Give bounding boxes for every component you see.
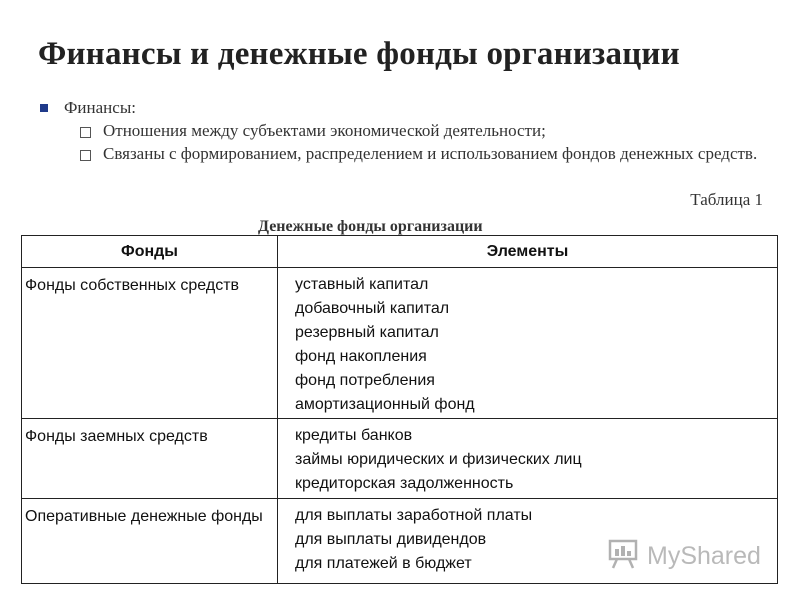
watermark-text: MyShared [647, 542, 761, 570]
bullet-list [40, 98, 770, 164]
presentation-board-icon [607, 537, 641, 576]
table-title: Денежные фонды организации [258, 218, 483, 235]
element-item: резервный капитал [295, 324, 439, 341]
element-item: фонд потребления [295, 372, 435, 389]
bullet-text: Финансы: [64, 98, 136, 117]
element-item: кредиты банков [295, 427, 413, 444]
slide-title: Финансы и денежные фонды организации [38, 36, 680, 72]
table-number: Таблица 1 [690, 190, 763, 209]
header-funds: Фонды [22, 236, 278, 268]
element-item: уставный капитал [295, 276, 429, 293]
fund-name: Оперативные денежные фонды [25, 508, 263, 525]
table-row [22, 419, 778, 499]
element-item: амортизационный фонд [295, 396, 475, 413]
element-item: кредиторская задолженность [295, 475, 514, 492]
sub-bullet [80, 121, 770, 141]
sub-bullet-text: Связаны с формированием, распределением и использованием фондов денежных средств. [103, 144, 758, 163]
sub-bullet-text: Отношения между субъектами экономической деятельности; [103, 121, 546, 140]
elements-cell [278, 268, 778, 419]
fund-name: Фонды заемных средств [25, 428, 208, 445]
table-header-row [22, 236, 778, 268]
square-bullet-icon [40, 104, 48, 112]
funds-table [21, 235, 778, 584]
fund-cell [22, 499, 278, 584]
hollow-square-bullet-icon [80, 150, 91, 161]
element-item: фонд накопления [295, 348, 427, 365]
element-item: для выплаты заработной платы [295, 507, 533, 524]
fund-cell [22, 268, 278, 419]
sub-bullet [80, 144, 770, 164]
watermark [607, 537, 761, 576]
element-item: добавочный капитал [295, 300, 450, 317]
table-row [22, 268, 778, 419]
element-item: займы юридических и физических лиц [295, 451, 582, 468]
elements-cell [278, 419, 778, 499]
header-elements: Элементы [278, 236, 778, 268]
hollow-square-bullet-icon [80, 127, 91, 138]
bullet-finance [40, 98, 770, 118]
fund-cell [22, 419, 278, 499]
element-item: для платежей в бюджет [295, 555, 472, 572]
fund-name: Фонды собственных средств [25, 277, 240, 294]
element-item: для выплаты дивидендов [295, 531, 487, 548]
